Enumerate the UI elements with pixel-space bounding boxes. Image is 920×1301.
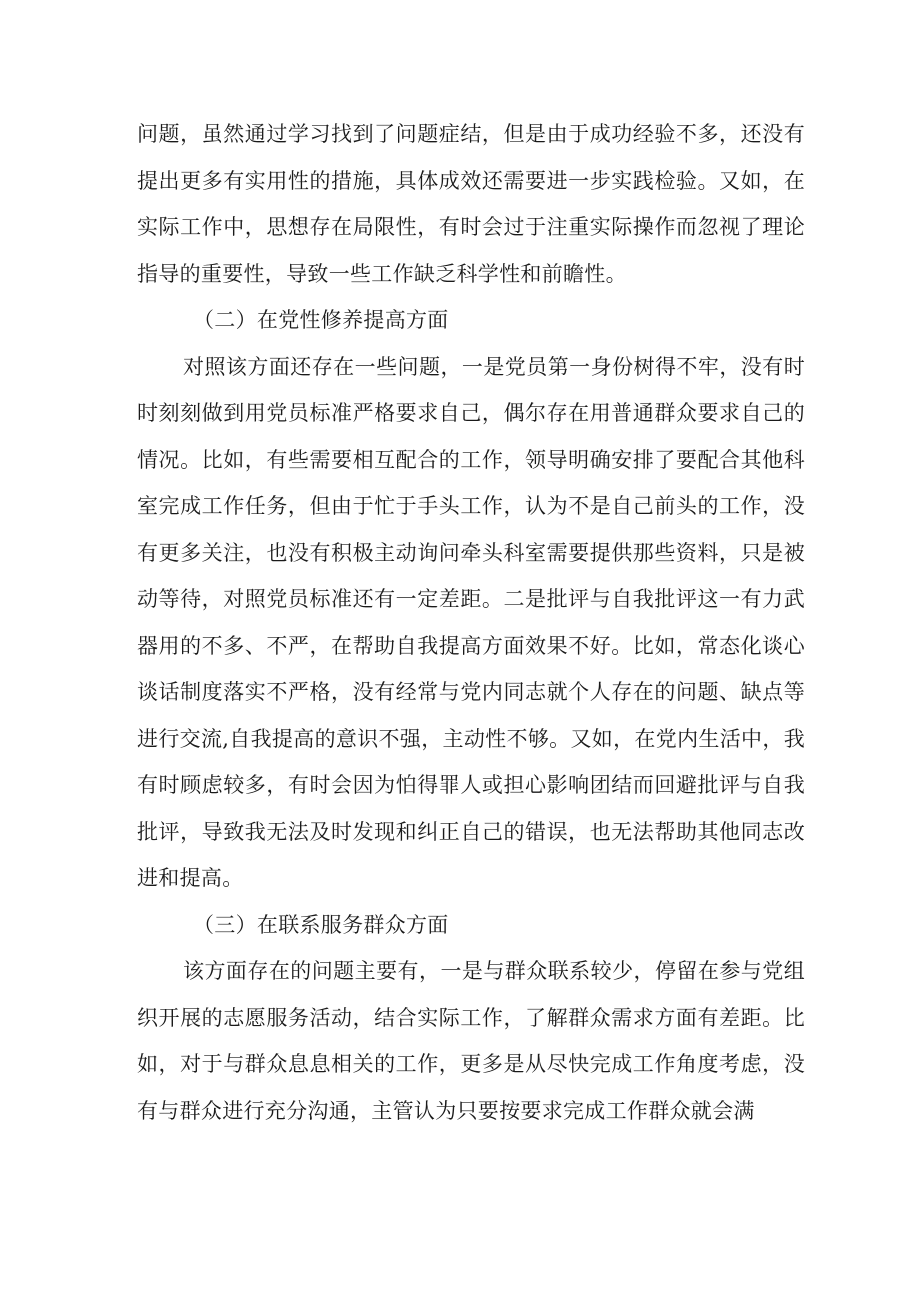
paragraph-continuation: 问题，虽然通过学习找到了问题症结，但是由于成功经验不多，还没有提出更多有实用性的措施，具体成效还需要进一步实践检验。又如，在实际工作中，思想存在局限性，有时会过于注重实际操作而忽视了理论指导的重要性，导致一些工作缺乏科学性和前瞻性。 (137, 122, 805, 286)
section-heading-party-spirit: （二）在党性修养提高方面 (193, 308, 449, 332)
section-heading-serving-masses: （三）在联系服务群众方面 (193, 912, 449, 937)
paragraph-serving-masses: 该方面存在的问题主要有，一是与群众联系较少，停留在参与党组织开展的志愿服务活动，结合实际工作，了解群众需求方面有差距。比如，对于与群众息息相关的工作，更多是从尽快完成工作角度考虑，没有与群众进行充分沟通，主管认为只要按要求完成工作群众就会满 (137, 959, 805, 1123)
document-body (137, 111, 805, 1134)
paragraph-party-spirit: 对照该方面还存在一些问题，一是党员第一身份树得不牢，没有时时刻刻做到用党员标准严格要求自己，偶尔存在用普通群众要求自己的情况。比如，有些需要相互配合的工作，领导明确安排了要配合其他科室完成工作任务，但由于忙于手头工作，认为不是自己前头的工作，没有更多关注，也没有积极主动询问牵头科室需要提供那些资料，只是被动等待，对照党员标准还有一定差距。二是批评与自我批评这一有力武器用的不多、不严，在帮助自我提高方面效果不好。比如，常态化谈心谈话制度落实不严格，没有经常与党内同志就个人存在的问题、缺点等进行交流,自我提高的意识不强，主动性不够。又如，在党内生活中，我有时顾虑较多，有时会因为怕得罪人或担心影响团结而回避批评与自我批评，导致我无法及时发现和纠正自己的错误，也无法帮助其他同志改进和提高。 (137, 354, 805, 890)
